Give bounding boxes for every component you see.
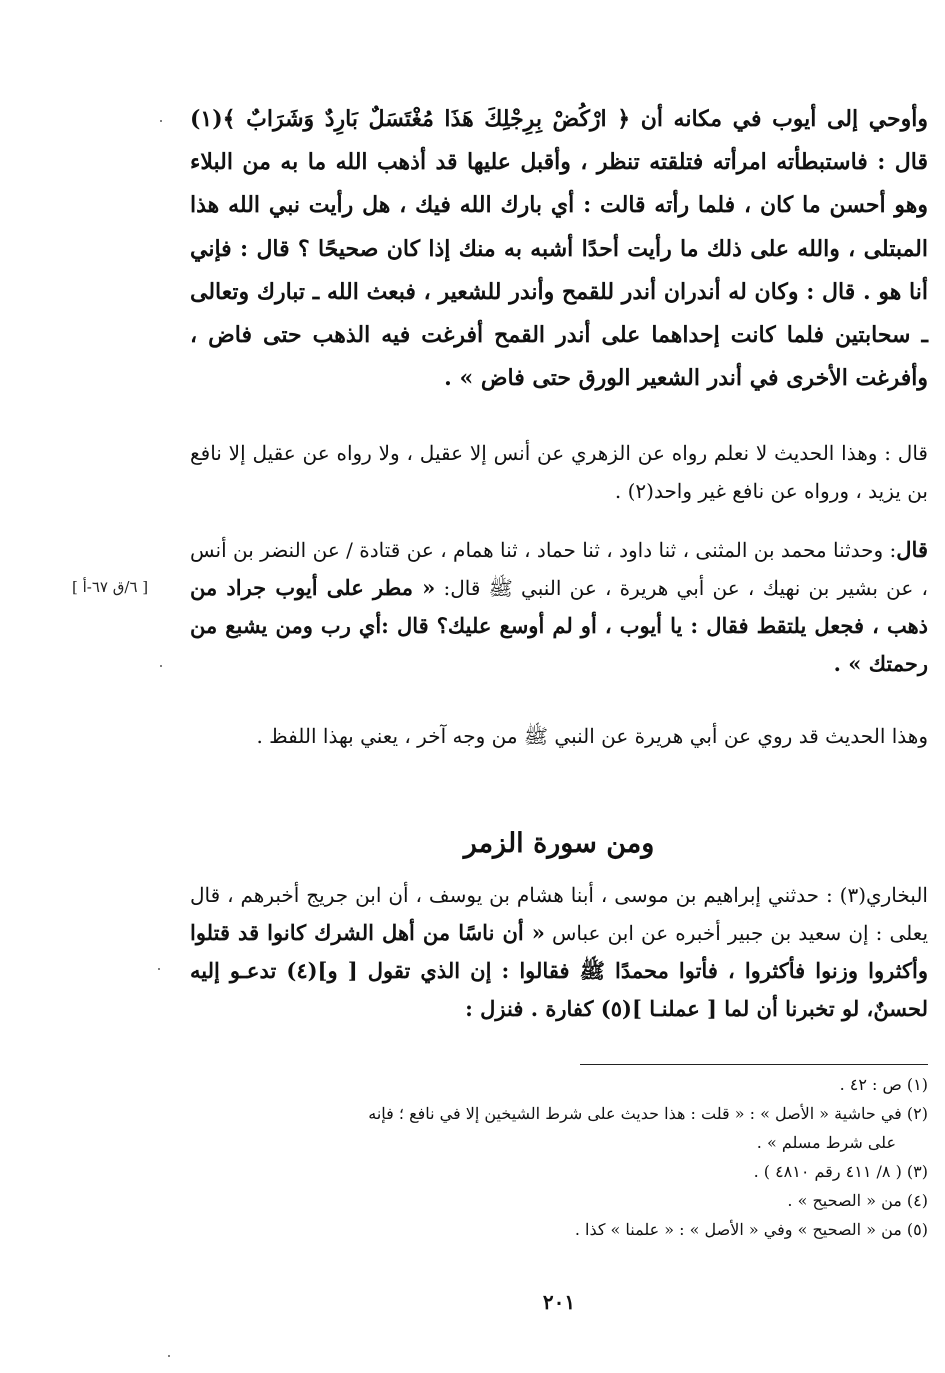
hadith-note-paragraph: وهذا الحديث قد روي عن أبي هريرة عن النبي ﷺ من وجه آخر ، يعني بهذا اللفظ . xyxy=(256,724,928,748)
scan-speck xyxy=(158,968,160,970)
hadith-lead-word: قال xyxy=(896,537,928,562)
footnote-1: (١) ص : ٤٢ . xyxy=(839,1075,928,1094)
hadith-ayyub-block xyxy=(190,531,928,683)
footnote-2: (٢) في حاشية « الأصل » : « قلت : هذا حديث على شرط الشيخين إلا في نافع ؛ فإنه xyxy=(368,1104,928,1123)
hadith-ayyub-paragraph xyxy=(190,531,928,683)
bukhari-matn: « أن ناسًا من أهل الشرك كانوا قد قتلوا وأكثروا وزنوا فأكثروا ، فأتوا محمدًا ﷺ فقالوا : إن الذي تقول [ و](٤) تدعـو إليه لحسنٌ، لو تخبرنا أن لما [ عملنـا ](٥) كفارة . فنزل : xyxy=(190,920,928,1021)
bukhari-narration-paragraph xyxy=(190,876,928,1028)
footnotes xyxy=(190,1070,928,1244)
footnote-divider xyxy=(580,1064,928,1065)
main-paragraph: وأوحي إلى أيوب في مكانه أن ﴿ ارْكُضْ بِرِجْلِكَ هَذَا مُغْتَسَلٌ بَارِدٌ وَشَرَابٌ ﴾(١) قال : فاستبطأته امرأته فتلقته تنظر ، وأقبل عليها قد أذهب الله ما به من البلاء وهو أحسن ما كان ، فلما رأته قالت : أي بارك الله فيك ، هل رأيت نبي الله هذا المبتلى ، والله على ذلك ما رأيت أحدًا أشبه به منك إذا كان صحيحًا ؟ قال : فإني أنا هو . قال : وكان له أندران أندر للقمح وأندر للشعير ، فبعث الله ـ تبارك وتعالى ـ سحابتين فلما كانت إحداهما على أندر القمح أفرغت فيه الذهب حتى فاض ، وأفرغت الأخرى في أندر الشعير الورق حتى فاض » . xyxy=(190,106,928,392)
bukhari-isnad: البخاري(٣) : حدثني إبراهيم بن موسى ، أبنا هشام بن يوسف ، أن ابن جريج أخبرهم ، قال يعلى : إن سعيد بن جبير أخبره عن ابن عباس xyxy=(190,883,929,945)
footnote-5: (٥) من « الصحيح » وفي « الأصل » : « علمنا » كذا . xyxy=(574,1220,928,1239)
hadith-commentary-paragraph: قال : وهذا الحديث لا نعلم رواه عن الزهري عن أنس إلا عقيل ، ولا رواه عن عقيل إلا نافع بن يزيد ، ورواه عن نافع غير واحد(٢) . xyxy=(190,441,928,503)
footnote-2-continued: على شرط مسلم » . xyxy=(756,1133,896,1152)
hadith-isnad: : وحدثنا محمد بن المثنى ، ثنا داود ، ثنا حماد ، ثنا همام ، عن قتادة / عن النضر بن أنس ، عن بشير بن نهيك ، عن أبي هريرة ، عن النبي ﷺ قال: xyxy=(190,538,929,600)
bukhari-narration-block xyxy=(190,876,928,1028)
manuscript-folio-reference: [ ٦/ق ٦٧-أ ] xyxy=(72,578,149,596)
section-heading: ومن سورة الزمر xyxy=(463,828,655,859)
footnote-3: (٣) ( ٨/ ٤١١ رقم ٤٨١٠ ) . xyxy=(753,1162,928,1181)
hadith-note-block xyxy=(190,717,928,755)
scan-speck xyxy=(168,1355,170,1357)
footnote-4: (٤) من « الصحيح » . xyxy=(787,1191,928,1210)
main-text-block xyxy=(190,98,928,400)
hadith-matn: « مطر على أيوب جراد من ذهب ، فجعل يلتقط فقال : يا أيوب ، أو لم أوسع عليك؟ قال :أي رب ومن يشبع من رحمتك » . xyxy=(190,575,928,676)
page-number: ٢٠١ xyxy=(542,1290,576,1314)
hadith-commentary-block xyxy=(190,434,928,510)
scan-speck xyxy=(160,120,162,122)
scan-speck xyxy=(160,665,162,667)
